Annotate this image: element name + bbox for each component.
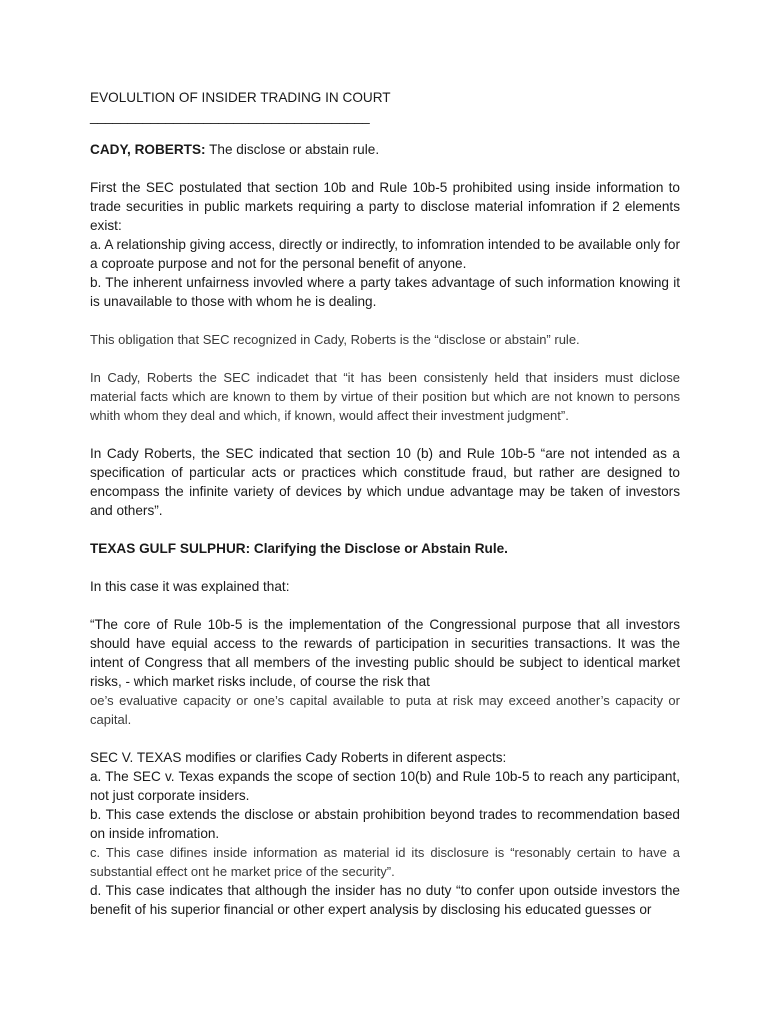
sec-texas-intro: SEC V. TEXAS modifies or clarifies Cady Roberts in diferent aspects:	[90, 750, 507, 765]
sec-texas-item-c: c. This case difines inside information as material id its disclosure is “resonably certain to have a substantial effect ont he market price of the security”.	[90, 845, 680, 879]
cady-quote-paragraph-1: In Cady, Roberts the SEC indicadet that “it has been consistenly held that insiders must diclose material facts which are known to them by virtue of their position but which are not known to persons whith whom they deal and which, if known, would affect their investment judgment”.	[90, 370, 680, 423]
document-body	[90, 88, 680, 919]
title-underline: _____________________________________	[90, 109, 370, 124]
texas-quote-paragraph: “The core of Rule 10b-5 is the implementation of the Congressional purpose that all investors should have equial access to the rewards of participation in securities transactions. It was the intent of Congress that all members of the investing public should be subject to identical market risks, - which market risks include, of course the risk that	[90, 617, 680, 689]
sec-texas-item-d: d. This case indicates that although the insider has no duty “to confer upon outside investors the benefit of his superior financial or other expert analysis by disclosing his educated guesses or	[90, 883, 680, 917]
cady-intro-paragraph: First the SEC postulated that section 10b and Rule 10b-5 prohibited using inside information to trade securities in public markets requiring a party to disclose material infomration if 2 elements exist:	[90, 180, 680, 233]
sec-texas-item-b: b. This case extends the disclose or abstain prohibition beyond trades to recommendation based on inside infromation.	[90, 807, 680, 841]
cady-quote-paragraph-2: In Cady Roberts, the SEC indicated that section 10 (b) and Rule 10b-5 “are not intended as a specification of particular acts or practices which constitude fraud, but rather are designed to encompass the infinite variety of devices by which undue advantage may be taken of investors and others”.	[90, 446, 680, 518]
texas-heading	[90, 539, 680, 558]
cady-heading-line	[90, 140, 680, 159]
texas-intro-paragraph: In this case it was explained that:	[90, 579, 290, 594]
texas-heading-text: TEXAS GULF SULPHUR: Clarifying the Disclose or Abstain Rule.	[90, 541, 508, 556]
cady-heading: CADY, ROBERTS:	[90, 142, 206, 157]
cady-element-a: a. A relationship giving access, directly or indirectly, to infomration intended to be available only for a coproate purpose and not for the personal benefit of anyone.	[90, 237, 680, 271]
sec-texas-item-a: a. The SEC v. Texas expands the scope of section 10(b) and Rule 10b-5 to reach any participant, not just corporate insiders.	[90, 769, 680, 803]
document-title: EVOLULTION OF INSIDER TRADING IN COURT	[90, 90, 391, 105]
cady-heading-subtitle: The disclose or abstain rule.	[205, 142, 380, 157]
cady-element-b: b. The inherent unfairness invovled where a party takes advantage of such information knowing it is unavailable to those with whom he is dealing.	[90, 275, 680, 309]
texas-quote-continuation: oe’s evaluative capacity or one’s capital available to puta at risk may exceed another’s capacity or capital.	[90, 693, 680, 727]
cady-obligation-paragraph: This obligation that SEC recognized in Cady, Roberts is the “disclose or abstain” rule.	[90, 332, 580, 347]
